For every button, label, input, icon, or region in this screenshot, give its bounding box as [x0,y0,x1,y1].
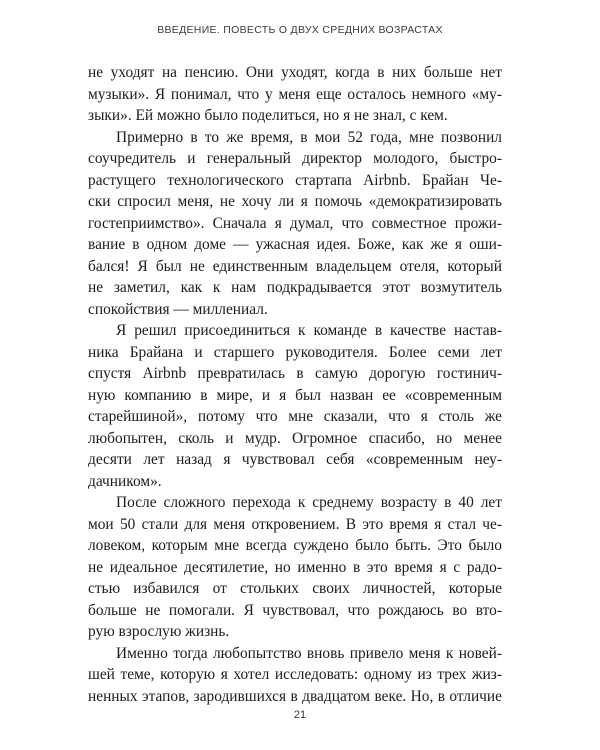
text-line: спустя Airbnb превратилась в самую дорогую гостинич- [88,365,502,382]
text-line: не заметил, как к нам подкрадывается этот возмутитель [88,279,502,296]
running-header: ВВЕДЕНИЕ. ПОВЕСТЬ О ДВУХ СРЕДНИХ ВОЗРАСТАХ [157,24,443,36]
text-line: вание в одном доме — ужасная идея. Боже, как же я оши- [88,236,502,253]
text-line: ника Брайана и старшего руководителя. Более семи лет [88,343,502,361]
text-line: После сложного перехода к среднему возрасту в 40 лет [116,494,502,511]
text-line: бался! Я был не единственным владельцем отеля, который [88,257,502,275]
text-line: зыки». Ей можно было поделиться, но я не знал, с кем. [88,107,448,124]
text-line: музыки». Я понимал, что у меня еще осталось немного «му- [88,85,502,103]
text-line: больше не помогали. Я чувствовал, что рождаюсь во вто- [88,601,502,619]
text-line: рую взрослую жизнь. [88,623,230,640]
text-line: дачником». [88,472,162,490]
text-line: Примерно в то же время, в мои 52 года, мне позвонил [116,128,502,146]
text-line: не уходят на пенсию. Они уходят, когда в них больше нет [88,64,502,81]
text-line: спокойствия — миллениал. [88,300,268,318]
body-text [88,62,502,707]
text-line: не идеальное десятилетие, но именно в это время я с радо- [88,558,502,576]
text-line: ненных этапов, зародившихся в двадцатом веке. Но, в отличие [88,687,502,705]
text-line: Я решил присоединиться к команде в качестве настав- [116,322,502,339]
text-line: растущего технологического стартапа Airbnb. Брайан Че- [88,171,502,189]
text-line: шей теме, которую я хотел исследовать: одному из трех жиз- [88,666,502,683]
text-line: соучредитель и генеральный директор молодого, быстро- [88,150,502,167]
text-line: мои 50 стали для меня откровением. В это время я стал че- [88,515,502,533]
text-line: ловеком, которым мне всегда суждено было быть. Это было [88,537,502,554]
text-line: стью избавился от стольких своих личностей, которые [88,580,502,597]
text-line: десяти лет назад я чувствовал себя «современным неу- [88,451,502,468]
text-line: Именно тогда любопытство вновь привело меня к новей- [116,644,502,662]
text-line: старейшиной», потому что мне сказали, что я столь же [88,408,502,425]
page-number: 21 [293,709,307,721]
text-line: любопытен, сколь и мудр. Огромное спасибо, но менее [88,429,502,447]
text-line: ски спросил меня, не хочу ли я помочь «демократизировать [88,193,502,210]
text-line: ную компанию в мире, и я был назван ее «современным [88,386,502,404]
text-line: гостеприимство». Сначала я думал, что совместное прожи- [88,214,502,232]
